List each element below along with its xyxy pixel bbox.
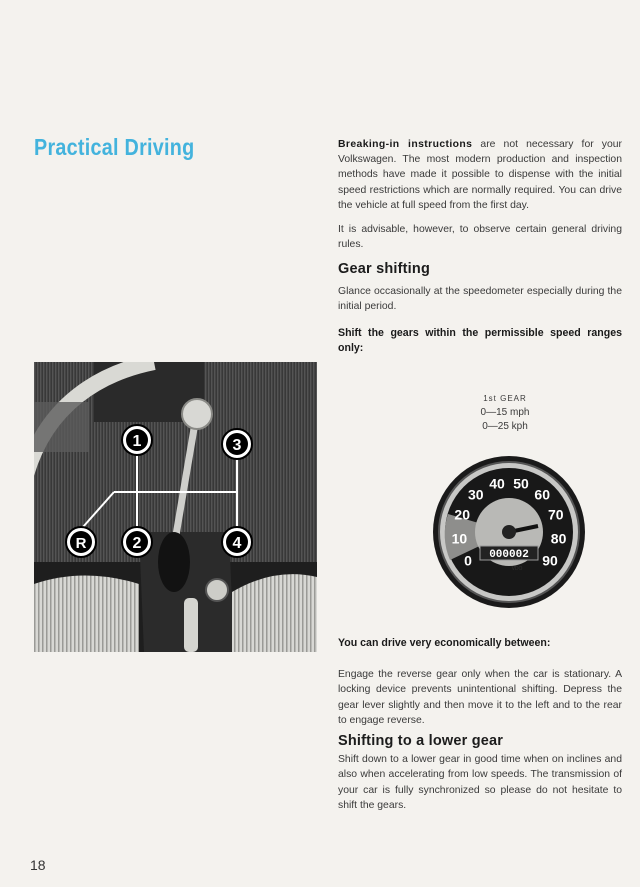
speedometer-number: 90 — [542, 552, 558, 569]
speedometer-number: 40 — [489, 475, 505, 492]
speedometer-number: 20 — [454, 506, 470, 523]
breakin-bold: Breaking-in instructions — [338, 139, 473, 150]
shift-marker-4 — [222, 527, 252, 557]
speedometer-number: 50 — [513, 475, 529, 492]
shift-label-1: 1 — [132, 433, 142, 450]
shift-marker-3 — [222, 429, 252, 459]
lower-section — [338, 636, 622, 813]
shift-label-2: 2 — [132, 535, 142, 552]
speedometer-number: 70 — [548, 506, 564, 523]
breakin-text: are not necessary for your Volkswagen. The most modern production and inspection methods have made it possible to dispense with the initial speed restrictions which are normally required. You can drive the vehicle at full speed from the first day. — [338, 139, 623, 211]
gear-table — [440, 392, 570, 434]
speedometer — [420, 456, 598, 608]
shift-ranges-text: Shift the gears within the permissible speed ranges only: — [338, 327, 622, 355]
speedometer-number: 30 — [468, 486, 484, 503]
advisable-paragraph: It is advisable, however, to observe certain general driving rules. — [338, 224, 622, 251]
speedometer-number: 60 — [534, 486, 550, 503]
gear-table-title: 1st GEAR — [483, 394, 527, 403]
gear-shifting-heading: Gear shifting — [338, 261, 431, 278]
odometer: 000002 — [489, 549, 529, 561]
economical-text: You can drive very economically between: — [338, 637, 551, 649]
lower-gear-heading: Shifting to a lower gear — [338, 733, 504, 750]
shift-marker-1 — [122, 425, 152, 455]
shift-marker-2 — [122, 527, 152, 557]
gear-table-mph: 0—15 mph — [480, 407, 530, 418]
speedometer-number: 0 — [464, 552, 472, 569]
shift-label-4: 4 — [232, 535, 242, 552]
shift-label-r: R — [75, 535, 87, 552]
speedometer-number: 80 — [550, 530, 567, 547]
speedometer-brand: VDO — [511, 566, 523, 572]
breakin-paragraph — [338, 137, 622, 213]
speedometer-number: 10 — [451, 530, 468, 547]
reverse-paragraph: Engage the reverse gear only when the car is stationary. A locking device prevents unintentional shifting. Depress the gear lever slightly and then move it to the left and to the rear to engage reverse. — [338, 669, 622, 726]
gear-lever-photo — [34, 362, 317, 652]
page-number: 18 — [30, 857, 46, 873]
page-title: Practical Driving — [34, 134, 195, 160]
breakin-section — [338, 137, 622, 356]
gear-shifting-paragraph: Glance occasionally at the speedometer especially during the initial period. — [338, 285, 622, 312]
shift-label-3: 3 — [232, 437, 242, 454]
lower-gear-paragraph: Shift down to a lower gear in good time when on inclines and also when accelerating from low speeds. The transmission of your car is fully synchronized so please do not hesitate to shift the gears. — [338, 754, 622, 811]
shift-marker-r — [66, 527, 96, 557]
gear-table-kph: 0—25 kph — [482, 421, 528, 432]
